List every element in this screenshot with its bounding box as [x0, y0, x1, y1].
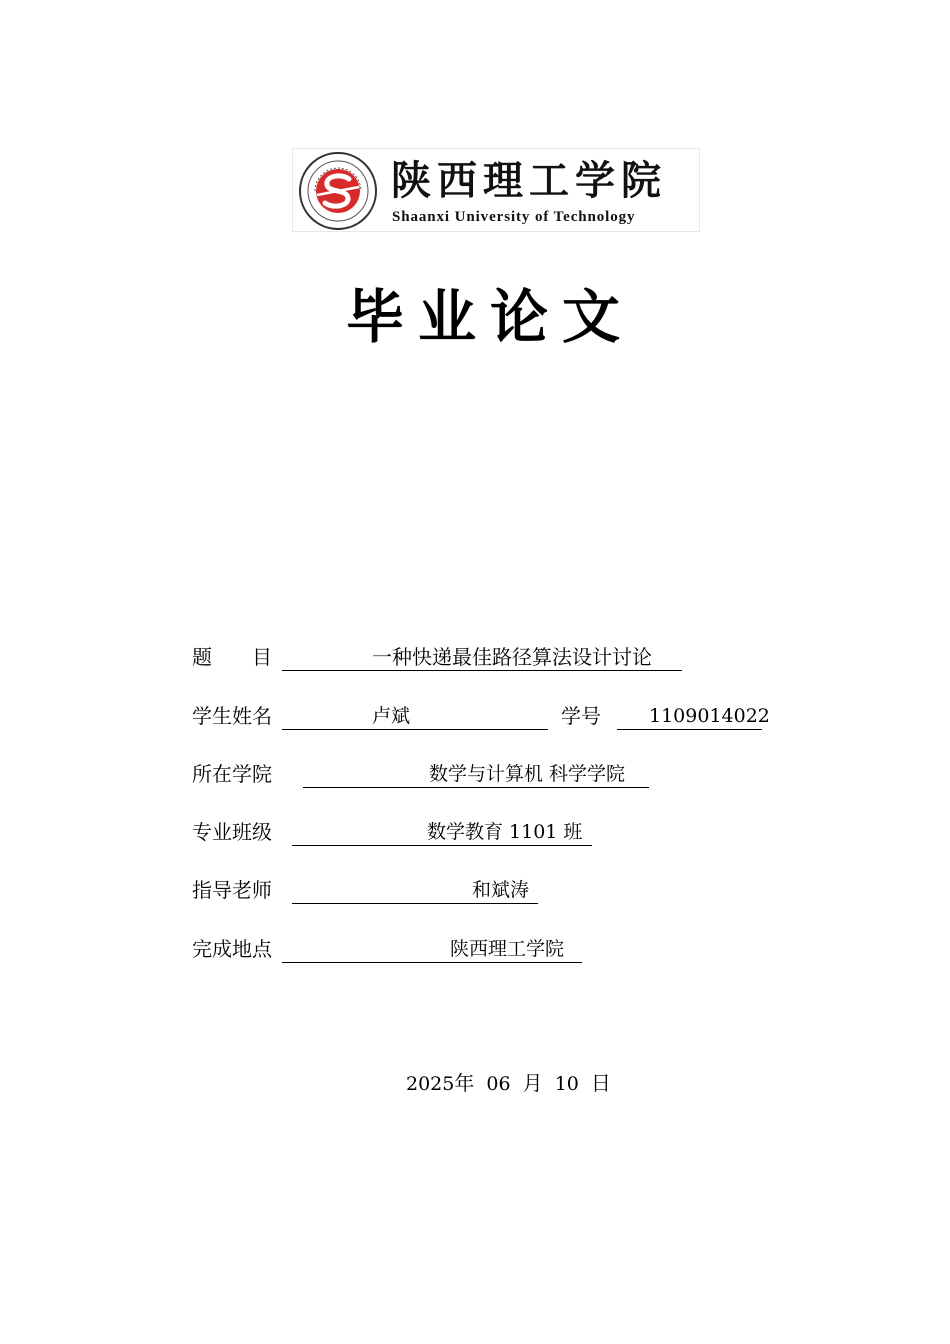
field-location-value: 陕西理工学院 [450, 938, 565, 960]
date-month-unit: 月 [522, 1071, 543, 1095]
field-major-class [192, 817, 594, 847]
field-major-class-value: 数学教育 1101 班 [427, 821, 583, 843]
field-college-value: 数学与计算机 科学学院 [429, 763, 626, 785]
school-name-english: Shaanxi University of Technology [392, 209, 636, 225]
date-year: 2025 [406, 1073, 455, 1095]
field-student-name-underline [282, 701, 548, 730]
field-advisor-value: 和斌涛 [472, 879, 530, 901]
document-title: 毕业论文 [345, 283, 634, 351]
field-location-label: 完成地点 [192, 937, 272, 961]
field-topic [192, 642, 692, 672]
field-college-label: 所在学院 [192, 762, 272, 786]
date-day-unit: 日 [590, 1071, 611, 1095]
school-name-chinese: 陕西理工学院 [391, 157, 667, 204]
completion-date [406, 1068, 611, 1098]
field-topic-label: 题 目 [192, 645, 272, 669]
field-location [192, 934, 586, 964]
date-month: 06 [486, 1073, 511, 1095]
field-student-id-value: 1109014022 [649, 705, 770, 727]
field-advisor-label: 指导老师 [192, 878, 272, 902]
field-student-id-label: 学号 [561, 704, 601, 728]
field-major-class-label: 专业班级 [192, 820, 272, 844]
date-day: 10 [554, 1073, 579, 1095]
field-student-name-label: 学生姓名 [192, 704, 272, 728]
university-seal-icon [295, 151, 381, 231]
university-banner [292, 148, 700, 232]
field-student-name-value: 卢斌 [372, 705, 411, 727]
field-student-name [192, 701, 770, 731]
date-year-unit: 年 [454, 1071, 475, 1095]
field-topic-value: 一种快递最佳路径算法设计讨论 [372, 645, 652, 669]
field-advisor [192, 875, 542, 905]
field-college [192, 759, 652, 789]
